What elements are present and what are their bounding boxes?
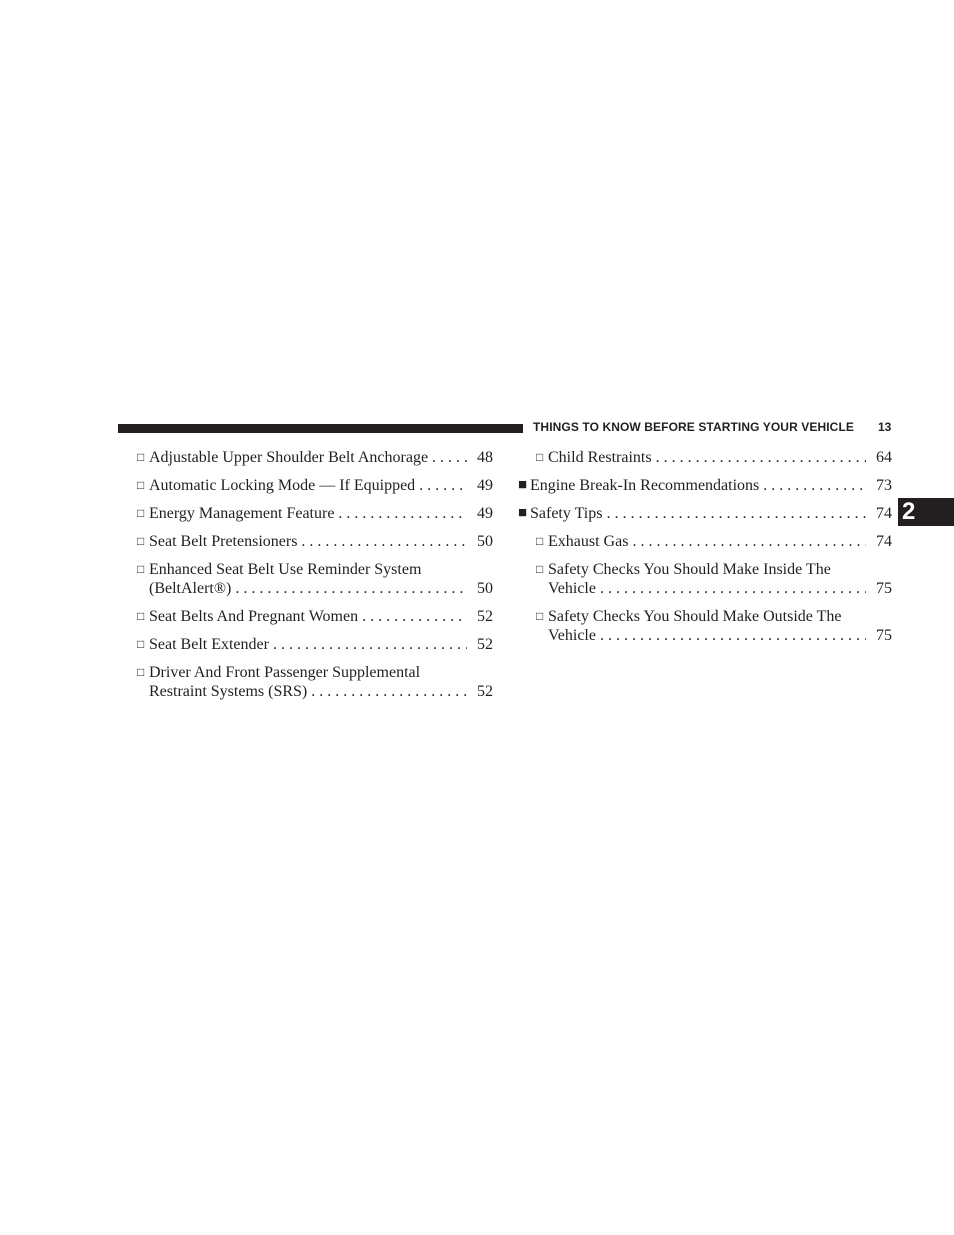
toc-entry[interactable] <box>536 560 892 598</box>
toc-entry-page: 75 <box>876 627 892 644</box>
toc-entry-page: 73 <box>876 477 892 494</box>
toc-entry-title: Seat Belt Extender <box>149 636 269 653</box>
toc-entry-page: 52 <box>477 608 493 625</box>
dot-leader <box>301 532 467 551</box>
toc-entry-title: Driver And Front Passenger Supplemental <box>149 664 421 681</box>
toc-entry[interactable] <box>137 476 493 495</box>
toc-entry-page: 49 <box>477 505 493 522</box>
toc-entry-page: 48 <box>477 449 493 466</box>
toc-entry-title: Vehicle <box>548 580 596 597</box>
open-square-bullet-icon: □ <box>137 637 145 651</box>
toc-entry[interactable] <box>137 560 493 598</box>
toc-entry-title: Child Restraints <box>548 449 652 466</box>
dot-leader <box>419 476 467 495</box>
toc-entry-title: Adjustable Upper Shoulder Belt Anchorage <box>149 449 429 466</box>
toc-entry-page: 49 <box>477 477 493 494</box>
toc-entry-page: 52 <box>477 683 493 700</box>
toc-entry[interactable] <box>137 607 493 626</box>
toc-entry[interactable] <box>536 532 892 551</box>
toc-entry-title: Safety Checks You Should Make Outside The <box>548 608 842 625</box>
toc-entry-title: (BeltAlert®) <box>149 580 232 597</box>
open-square-bullet-icon: □ <box>137 665 145 679</box>
dot-leader <box>600 579 866 598</box>
toc-entry[interactable] <box>137 448 493 467</box>
dot-leader <box>338 504 467 523</box>
toc-entry-title: Seat Belt Pretensioners <box>149 533 298 550</box>
open-square-bullet-icon: □ <box>137 506 145 520</box>
open-square-bullet-icon: □ <box>137 450 145 464</box>
toc-entry-title: Seat Belts And Pregnant Women <box>149 608 359 625</box>
toc-left-column <box>137 448 493 710</box>
dot-leader <box>600 626 866 645</box>
filled-square-bullet-icon: ■ <box>518 477 528 493</box>
toc-entry[interactable] <box>137 663 493 701</box>
toc-entry[interactable] <box>137 635 493 654</box>
open-square-bullet-icon: □ <box>137 534 145 548</box>
toc-entry-page: 50 <box>477 533 493 550</box>
header-rule <box>118 424 523 433</box>
toc-right-column <box>518 448 892 654</box>
toc-entry-title: Automatic Locking Mode — If Equipped <box>149 477 416 494</box>
toc-entry[interactable] <box>536 448 892 467</box>
dot-leader <box>235 579 467 598</box>
dot-leader <box>656 448 866 467</box>
toc-entry-page: 50 <box>477 580 493 597</box>
dot-leader <box>362 607 467 626</box>
toc-entry-page: 74 <box>876 505 892 522</box>
toc-entry-title: Engine Break-In Recommendations <box>530 477 760 494</box>
toc-entry-title: Exhaust Gas <box>548 533 629 550</box>
dot-leader <box>273 635 467 654</box>
toc-entry-page: 74 <box>876 533 892 550</box>
open-square-bullet-icon: □ <box>137 478 145 492</box>
dot-leader <box>432 448 467 467</box>
filled-square-bullet-icon: ■ <box>518 505 528 521</box>
toc-entry-title: Vehicle <box>548 627 596 644</box>
chapter-tab: 2 <box>898 498 954 526</box>
toc-entry-title: Safety Tips <box>530 505 603 522</box>
toc-entry[interactable] <box>518 476 892 495</box>
toc-entry-page: 64 <box>876 449 892 466</box>
toc-entry-page: 75 <box>876 580 892 597</box>
toc-entry-page: 52 <box>477 636 493 653</box>
dot-leader <box>632 532 866 551</box>
toc-entry[interactable] <box>137 504 493 523</box>
toc-entry-title: Restraint Systems (SRS) <box>149 683 308 700</box>
dot-leader <box>763 476 866 495</box>
toc-entry-title: Enhanced Seat Belt Use Reminder System <box>149 561 422 578</box>
open-square-bullet-icon: □ <box>536 450 544 464</box>
toc-entry[interactable] <box>536 607 892 645</box>
open-square-bullet-icon: □ <box>536 609 544 623</box>
toc-entry[interactable] <box>518 504 892 523</box>
toc-entry[interactable] <box>137 532 493 551</box>
dot-leader <box>311 682 467 701</box>
running-header-title: THINGS TO KNOW BEFORE STARTING YOUR VEHICLE <box>533 420 854 434</box>
dot-leader <box>606 504 866 523</box>
toc-entry-title: Safety Checks You Should Make Inside The <box>548 561 831 578</box>
open-square-bullet-icon: □ <box>536 534 544 548</box>
open-square-bullet-icon: □ <box>137 562 145 576</box>
page-number: 13 <box>878 420 892 434</box>
toc-entry-title: Energy Management Feature <box>149 505 335 522</box>
open-square-bullet-icon: □ <box>536 562 544 576</box>
open-square-bullet-icon: □ <box>137 609 145 623</box>
